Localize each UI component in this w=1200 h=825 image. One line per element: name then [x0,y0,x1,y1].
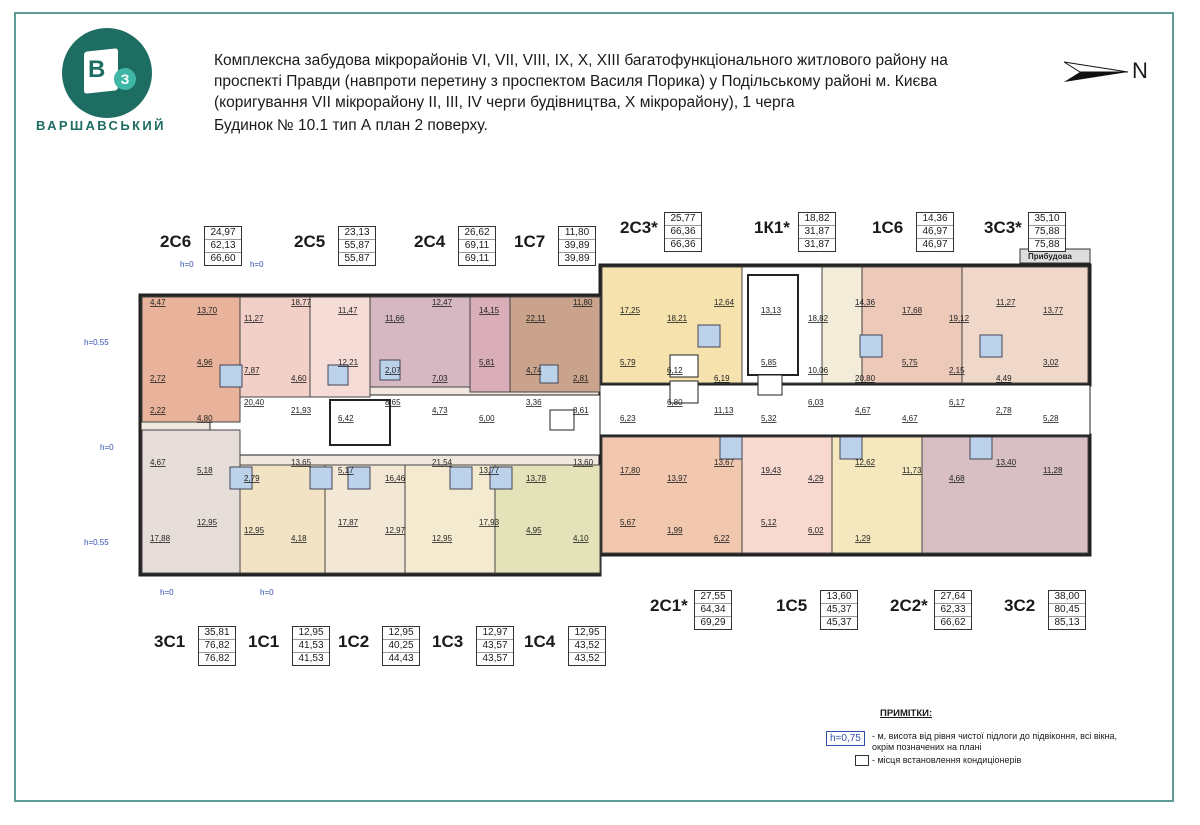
room-area-label: 6,17 [949,398,965,407]
room-area-label: 11,28 [1043,466,1063,475]
sill-height-label: h=0 [260,588,274,597]
area-value: 31,87 [804,239,830,250]
area-value: 12,95 [569,627,605,640]
top-apartment-areas [664,212,702,252]
room-area-label: 5,81 [479,358,495,367]
area-value: 27,64 [935,591,971,604]
room-area-label: 13,60 [573,458,594,467]
top-apartment-areas [458,226,496,266]
room-area-label: 12,97 [385,526,406,535]
north-label: N [1132,58,1148,83]
area-value: 62,33 [935,604,971,617]
room-area-label: 19,12 [949,314,970,323]
room-area-label: 6,03 [808,398,824,407]
subtitle: Будинок № 10.1 тип А план 2 поверху. [214,117,488,134]
area-value: 46,97 [922,239,948,250]
room-area-label: 5,17 [338,466,354,475]
logo [62,28,152,118]
room-area-label: 11,27 [244,314,264,323]
room-area-label: 20,80 [855,374,876,383]
logo-badge: З [114,68,136,90]
room-area-label: 4,47 [150,298,166,307]
area-value: 76,82 [204,653,230,664]
bottom-apartment-code: 1С5 [776,596,808,615]
area-value: 24,97 [205,227,241,240]
room-area-label: 21,93 [291,406,312,415]
sill-height-label: h=0.55 [84,338,109,347]
room-area-label: 4,67 [855,406,871,415]
area-value: 41,53 [293,640,329,653]
room-area-label: 13,13 [761,306,782,315]
sill-height-label: h=0 [250,260,264,269]
room-area-label: 12,64 [714,298,735,307]
area-value: 18,82 [799,213,835,226]
room-area-label: 5,85 [761,358,777,367]
room-area-label: 8,61 [573,406,589,415]
room-area-label: 21,54 [432,458,453,467]
bottom-apartment-code: 1С1 [248,632,280,651]
note-ac-units: - місця встановлення кондиціонерів [872,755,1022,765]
title-line: проспекті Правди (навпроти перетину з проспектом Василя Порика) у Подільському районі м. Києва [214,73,938,90]
top-apartment-areas [798,212,836,252]
room-area-label: 6,02 [808,526,824,535]
area-value: 41,53 [298,653,324,664]
top-apartment-code: 2С4 [414,232,446,251]
room-area-label: 4,29 [808,474,824,483]
area-value: 39,89 [559,240,595,253]
logo-letter: В [88,56,106,83]
area-value: 35,81 [199,627,235,640]
room-area-label: 8,65 [385,398,401,407]
bottom-apartment-code: 3С1 [154,632,186,651]
bottom-apartment-code: 1С2 [338,632,370,651]
room-area-label: 4,68 [949,474,965,483]
bottom-apartment-areas [198,626,236,666]
room-area-label: 5,32 [761,414,777,423]
room-area-label: 2,79 [244,474,260,483]
room-area-label: 5,75 [902,358,918,367]
top-apartment-code: 3С3* [984,218,1022,237]
room-area-label: 18,77 [291,298,312,307]
area-value: 25,77 [665,213,701,226]
area-value: 31,87 [799,226,835,239]
room-area-label: 10,06 [808,366,829,375]
room-area-label: 5,12 [761,518,777,527]
sill-height-label: h=0 [180,260,194,269]
area-value: 75,88 [1029,226,1065,239]
room-area-label: 4,10 [573,534,589,543]
area-value: 80,45 [1049,604,1085,617]
area-value: 85,13 [1054,617,1080,628]
room-area-label: 13,78 [526,474,547,483]
room-area-label: 7,87 [244,366,260,375]
room-area-label: 6,19 [714,374,730,383]
top-apartment-areas [204,226,242,266]
area-value: 46,97 [917,226,953,239]
bottom-apartment-areas [820,590,858,630]
room-area-label: 3,02 [1043,358,1059,367]
top-apartment-areas [558,226,596,266]
area-value: 27,55 [695,591,731,604]
room-area-label: 14,36 [855,298,876,307]
room-area-label: 12,21 [338,358,359,367]
room-area-label: 11,73 [902,466,922,475]
room-area-label: 7,03 [432,374,448,383]
room-area-label: 13,70 [197,306,218,315]
top-apartment-areas [1028,212,1066,252]
room-area-label: 19,43 [761,466,782,475]
area-value: 69,11 [459,240,495,253]
bottom-apartment-areas [292,626,330,666]
bottom-apartment-code: 3С2 [1004,596,1036,615]
area-value: 14,36 [917,213,953,226]
bottom-apartment-areas [1048,590,1086,630]
area-value: 38,00 [1049,591,1085,604]
room-area-label: 13,97 [667,474,688,483]
room-area-label: 6,12 [667,366,683,375]
room-area-label: 13,77 [1043,306,1064,315]
top-apartment-code: 1К1* [754,218,790,237]
room-area-label: 5,18 [197,466,213,475]
area-value: 69,29 [700,617,726,628]
area-value: 75,88 [1034,239,1060,250]
room-area-label: 11,66 [385,314,405,323]
top-apartment-areas [338,226,376,266]
room-area-label: 4,95 [526,526,542,535]
bottom-apartment-areas [934,590,972,630]
room-area-label: 11,47 [338,306,358,315]
room-area-label: 6,00 [479,414,495,423]
room-area-label: 12,47 [432,298,453,307]
area-value: 69,11 [464,253,490,264]
area-value: 64,34 [695,604,731,617]
room-area-label: 17,80 [620,466,641,475]
room-area-label: 13,65 [291,458,312,467]
area-value: 44,43 [388,653,414,664]
area-value: 55,87 [344,253,370,264]
bottom-apartment-areas [694,590,732,630]
room-area-label: 2,72 [150,374,166,383]
area-value: 39,89 [564,253,590,264]
bottom-apartment-code: 1С3 [432,632,464,651]
room-area-label: 6,42 [338,414,354,423]
top-apartment-code: 2С5 [294,232,326,251]
room-area-label: 2,81 [573,374,589,383]
title-block [214,50,1054,136]
room-area-label: 3,36 [526,398,542,407]
room-area-label: 17,93 [479,518,500,527]
bottom-apartment-areas [476,626,514,666]
sill-height-label: h=0 [100,443,114,452]
room-area-label: 12,95 [432,534,453,543]
area-value: 66,60 [210,253,236,264]
room-area-label: 4,73 [432,406,448,415]
room-area-label: 4,67 [902,414,918,423]
room-area-label: 12,95 [197,518,218,527]
notes-title: ПРИМІТКИ: [880,708,933,719]
room-area-label: 4,74 [526,366,542,375]
bottom-apartment-areas [382,626,420,666]
title-line: Комплексна забудова мікрорайонів VI, VII, VIII, IX, X, XIII багатофункціонального житлового району на [214,52,948,69]
room-area-label: 6,22 [714,534,730,543]
area-value: 12,95 [383,627,419,640]
top-apartment-code: 2С6 [160,232,192,251]
room-area-label: 16,46 [385,474,406,483]
area-value: 43,57 [482,653,508,664]
note-sill-height: - м, висота від рівня чистої підлоги до підвіконня, всі вікна, окрім позначених на плані [872,731,1118,752]
brand-name: ВАРШАВСЬКИЙ [36,118,166,133]
room-area-label: 13,67 [714,458,735,467]
bottom-apartment-code: 1С4 [524,632,556,651]
title-line: (коригування VII мікрорайону II, III, IV черги будівництва, X мікрорайону), 1 черга [214,94,795,111]
room-area-label: 2,15 [949,366,965,375]
room-area-label: 17,88 [150,534,171,543]
room-area-label: 4,67 [150,458,166,467]
area-value: 66,36 [665,226,701,239]
room-area-label: 17,87 [338,518,359,527]
room-area-label: 18,82 [808,314,829,323]
ac-unit-icon [855,755,869,766]
room-area-label: 13,77 [479,466,500,475]
sill-height-example: h=0,75 [826,731,865,746]
area-value: 13,60 [821,591,857,604]
room-area-label: 6,23 [620,414,636,423]
room-area-label: 2,22 [150,406,166,415]
area-value: 76,82 [199,640,235,653]
room-area-label: 11,13 [714,406,734,415]
area-value: 23,13 [339,227,375,240]
area-value: 12,97 [477,627,513,640]
area-value: 66,62 [940,617,966,628]
area-value: 35,10 [1029,213,1065,226]
bottom-apartment-code: 2С1* [650,596,688,615]
room-area-label: 18,21 [667,314,688,323]
area-value: 40,25 [383,640,419,653]
room-area-label: 12,95 [244,526,265,535]
sill-height-label: h=0.55 [84,538,109,547]
room-area-label: 11,27 [996,298,1016,307]
room-area-label: 4,96 [197,358,213,367]
room-area-label: 4,49 [996,374,1012,383]
area-value: 45,37 [821,604,857,617]
area-value: 43,57 [477,640,513,653]
room-area-label: 2,07 [385,366,401,375]
area-value: 62,13 [205,240,241,253]
annex-label: Прибудова [1028,252,1072,261]
room-area-label: 6,80 [667,398,683,407]
top-apartment-code: 1С6 [872,218,904,237]
room-area-label: 4,80 [197,414,213,423]
room-area-label: 4,60 [291,374,307,383]
floor-plan [80,205,1140,665]
sill-height-label: h=0 [160,588,174,597]
bottom-apartment-areas [568,626,606,666]
room-area-label: 5,79 [620,358,636,367]
room-area-label: 5,67 [620,518,636,527]
room-area-label: 17,25 [620,306,641,315]
bottom-apartment-code: 2С2* [890,596,928,615]
top-apartment-code: 1С7 [514,232,546,251]
area-value: 11,80 [559,227,595,240]
room-area-label: 12,62 [855,458,876,467]
room-area-label: 1,29 [855,534,871,543]
room-area-label: 14,15 [479,306,500,315]
area-value: 66,36 [670,239,696,250]
room-area-label: 17,68 [902,306,923,315]
area-value: 12,95 [293,627,329,640]
area-value: 43,52 [569,640,605,653]
area-value: 26,62 [459,227,495,240]
top-apartment-areas [916,212,954,252]
room-area-label: 11,80 [573,298,593,307]
room-area-label: 5,28 [1043,414,1059,423]
room-area-label: 22,11 [526,314,546,323]
room-area-label: 13,40 [996,458,1017,467]
room-area-label: 1,99 [667,526,683,535]
area-value: 45,37 [826,617,852,628]
top-apartment-code: 2С3* [620,218,658,237]
room-area-label: 20,40 [244,398,265,407]
area-value: 43,52 [574,653,600,664]
room-area-label: 2,78 [996,406,1012,415]
room-area-label: 4,18 [291,534,307,543]
area-value: 55,87 [339,240,375,253]
